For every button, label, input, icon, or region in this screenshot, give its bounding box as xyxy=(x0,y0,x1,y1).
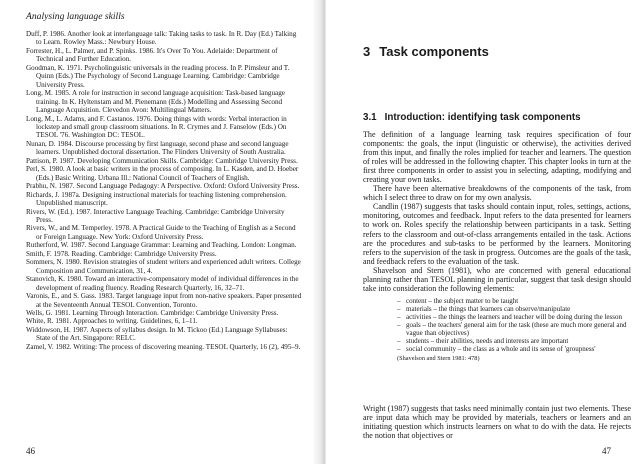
list-source-citation: (Shavelson and Stern 1981: 478) xyxy=(397,354,480,362)
list-dash: – xyxy=(397,336,401,345)
reference-entry: Long, M. 1985. A role for instruction in second language acquisition: Task-based language training. In K. Hyltenstam and M. Pienemann (Eds.) Modelling and Assessing Second Language Acquisition. Clevedon Avon: Multilingual Matters. xyxy=(26,89,285,115)
list-item-text: students – their abilities, needs and interests are important xyxy=(406,336,569,345)
list-item-text: goals – the teachers' general aim for the task (these are much more general and vague than objectives) xyxy=(406,320,627,337)
paragraph: There have been alternative breakdowns of the components of the task, from which I select three to draw on for my own analysis. xyxy=(363,184,631,203)
paragraph: Shavelson and Stern (1981), who are concerned with general educational planning rather than TESOL planning in particular, suggest that task design should take into consideration the following elements: xyxy=(363,265,631,293)
chapter-heading xyxy=(363,44,489,59)
reference-entry: Pattison, P. 1987. Developing Communication Skills. Cambridge: Cambridge University Press. xyxy=(26,156,298,165)
reference-entry: Nunan, D. 1984. Discourse processing by first language, second phase and second language learners. Unpublished doctoral dissertation. The Flinders University of South Australia. xyxy=(26,139,289,157)
list-item-text: social community – the class as a whole and its sense of 'groupness' xyxy=(406,344,596,353)
page-number-left: 46 xyxy=(26,446,35,456)
list-dash: – xyxy=(397,312,401,321)
reference-entry: Long, M., L. Adams, and F. Castanos. 1976. Doing things with words: Verbal interaction in lockstep and small group classroom situations. In R. Crymes and J. Fanselow (Eds.) On TESOL '76. Washington DC: TESOL. xyxy=(26,114,287,140)
list-item xyxy=(397,345,631,353)
references-list xyxy=(26,30,302,351)
list-dash: – xyxy=(397,296,401,305)
reference-entry: Goodman, K. 1971. Psycholinguistic universals in the reading process. In P. Pimsleur and T. Quinn (Eds.) The Psychology of Second Language Learning. Cambridge: Cambridge University Press. xyxy=(26,63,290,89)
list-item xyxy=(397,305,631,313)
page-number-right: 47 xyxy=(602,446,611,456)
reference-entry: Perl, S. 1980. A look at basic writers in the process of composing. In L. Kasden, and D. Hoeber (Eds.) Basic Writing. Urbana Ill.: National Council of Teachers of English. xyxy=(26,165,299,182)
list-item xyxy=(397,321,631,337)
body-text-continued xyxy=(363,404,631,440)
right-page xyxy=(319,0,638,464)
list-item xyxy=(397,313,631,321)
paragraph: Candlin (1987) suggests that tasks should contain input, roles, settings, actions, monitoring, outcomes and feedback. Input refers to the data presented for learners to work on. Roles specify the relationship between participants in a task. Setting refers to the classroom and out-of-class arrangements entailed in the task. Actions are the procedures and sub-tasks to be performed by the learners. Monitoring refers to the supervision of the task in progress. Outcomes are the goals of the task, and feedback refers to the evaluation of the task. xyxy=(363,202,631,266)
section-number: 3.1 xyxy=(363,112,377,123)
reference-entry: Varonis, E., and S. Gass. 1983. Target language input from non-native speakers. Paper presented at the Seventeenth Annual TESOL Convention, Toronto. xyxy=(26,292,302,309)
reference-entry: Stanovich, K. 1980. Toward an interactive-compensatory model of individual differences in the development of reading fluency. Reading Research Quarterly, 16, 32–71. xyxy=(26,275,299,292)
reference-entry: Zamel, V. 1982. Writing: The process of discovering meaning. TESOL Quarterly, 16 (2), 495–9. xyxy=(26,342,301,351)
paragraph: Wright (1987) suggests that tasks need minimally contain just two elements. These are input data which may be provided by materials, teachers or learners and an initiating question which instructs learners on what to do with the data. He rejects the notion that objectives or xyxy=(363,404,631,441)
elements-list xyxy=(363,297,631,353)
list-dash: – xyxy=(397,320,401,329)
section-heading xyxy=(363,112,581,123)
list-dash: – xyxy=(397,344,401,353)
reference-entry: White, R. 1981. Approaches to writing. Guidelines, 6, 1–11. xyxy=(26,317,198,326)
list-dash: – xyxy=(397,304,401,313)
reference-entry: Forrester, H., L. Palmer, and P. Spinks. 1986. It's Over To You. Adelaide: Department of Technical and Further Education. xyxy=(26,46,278,64)
chapter-title: Task components xyxy=(379,44,489,59)
reference-entry: Smith, F. 1978. Reading. Cambridge: Cambridge University Press. xyxy=(26,249,217,258)
reference-entry: Rivers, W. (Ed.). 1987. Interactive Language Teaching. Cambridge: Cambridge University Press. xyxy=(26,207,285,224)
reference-entry: Widdowson, H. 1987. Aspects of syllabus design. In M. Tickoo (Ed.) Language Syllabuses: State of the Art. Singapore: RELC. xyxy=(26,325,288,343)
running-head: Analysing language skills xyxy=(26,11,125,22)
reference-entry: Richards, J. 1987a. Designing instructional materials for teaching listening comprehension. Unpublished manuscript. xyxy=(26,190,287,208)
chapter-number: 3 xyxy=(363,44,371,59)
reference-entry: Rivers, W., and M. Temperley. 1978. A Practical Guide to the Teaching of English as a Second or Foreign Language. New York: Oxford University Press. xyxy=(26,224,296,241)
reference-entry: Duff, P. 1986. Another look at interlanguage talk: Taking tasks to task. In R. Day (Ed.) Talking to Learn. Rowley Mass.: Newbury House. xyxy=(26,30,297,47)
paragraph: The definition of a language learning task requires specification of four components: the goals, the input (linguistic or otherwise), the activities derived from this input, and finally the roles implied for teacher and learners. The question of roles will be addressed in the following chapter. This chapter looks in turn at the first three components in order to assist you in selecting, adapting, modifying and creating your own tasks. xyxy=(363,130,631,185)
list-item-text: materials – the things that learners can observe/manipulate xyxy=(406,304,571,313)
list-item-text: activities – the things the learners and teacher will be doing during the lesson xyxy=(406,312,622,321)
section-title: Introduction: identifying task components xyxy=(384,112,581,123)
body-text xyxy=(363,130,631,362)
reference-entry: Rutherford, W. 1987. Second Language Grammar: Learning and Teaching. London: Longman. xyxy=(26,241,297,250)
reference-entry: Prabhu, N. 1987. Second Language Pedagogy: A Perspective. Oxford: Oxford University Press. xyxy=(26,182,300,191)
reference-entry: Wells, G. 1981. Learning Through Interaction. Cambridge: Cambridge University Press. xyxy=(26,308,279,317)
list-item xyxy=(397,297,631,305)
list-item xyxy=(397,337,631,345)
reference-entry: Sommers, N. 1980. Revision strategies of student writers and experienced adult writers. College Composition and Communication, 31, 4. xyxy=(26,258,301,275)
list-item-text: content – the subject matter to be taught xyxy=(406,296,519,305)
